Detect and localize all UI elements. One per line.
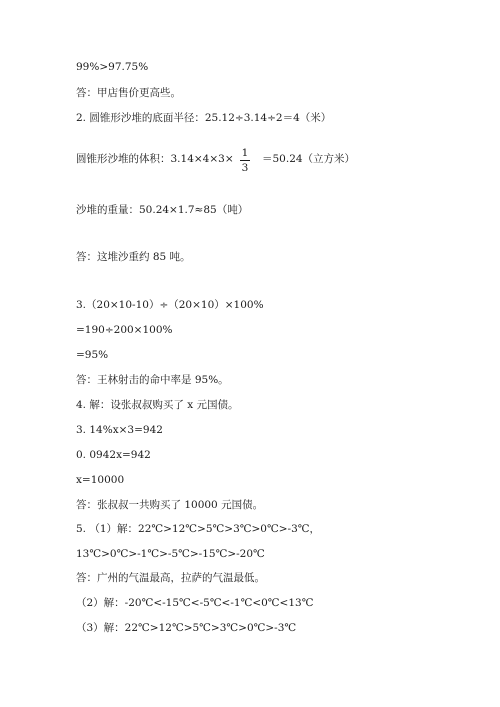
text-line-20: （3）解：22℃>12℃>5℃>3℃>0℃>-3℃ [76, 622, 297, 634]
text-line-13: 0. 0942x=942 [76, 449, 151, 461]
text-line-16: 5. （1）解：22℃>12℃>5℃>3℃>0℃>-3℃， [76, 523, 320, 535]
text-line-14: x=10000 [76, 474, 125, 486]
text-line-3: 2. 圆锥形沙堆的底面半径：25.12÷3.14÷2＝4（米） [76, 112, 332, 124]
fraction-denominator: 3 [241, 162, 249, 174]
text-line-8: =190÷200×100% [76, 324, 173, 336]
text-line-4-result: ＝50.24（立方米） [262, 153, 356, 165]
text-line-12: 3. 14%x×3=942 [76, 424, 163, 436]
text-line-11: 4. 解：设张叔叔购买了 x 元国债。 [76, 399, 239, 411]
text-line-5: 沙堆的重量：50.24×1.7≈85（吨） [76, 204, 249, 216]
text-line-19: （2）解：-20℃<-15℃<-5℃<-1℃<0℃<13℃ [76, 597, 314, 609]
text-line-6: 答：这堆沙重约 85 吨。 [76, 251, 191, 263]
text-line-9: =95% [76, 349, 109, 361]
text-line-1: 99%>97.75% [76, 61, 149, 73]
fraction-numerator: 1 [241, 147, 249, 159]
text-line-17: 13℃>0℃>-1℃>-5℃>-15℃>-20℃ [76, 548, 265, 560]
text-line-15: 答：张叔叔一共购买了 10000 元国债。 [76, 499, 264, 511]
text-line-18: 答：广州的气温最高，拉萨的气温最低。 [76, 572, 265, 584]
fraction-bar [240, 160, 250, 161]
text-line-2: 答：甲店售价更高些。 [76, 87, 181, 99]
text-line-7: 3.（20×10-10）÷（20×10）×100% [76, 299, 264, 311]
text-line-4: 圆锥形沙堆的体积：3.14×4×3× [76, 153, 234, 165]
text-line-10: 答：王林射击的命中率是 95%。 [76, 374, 229, 386]
